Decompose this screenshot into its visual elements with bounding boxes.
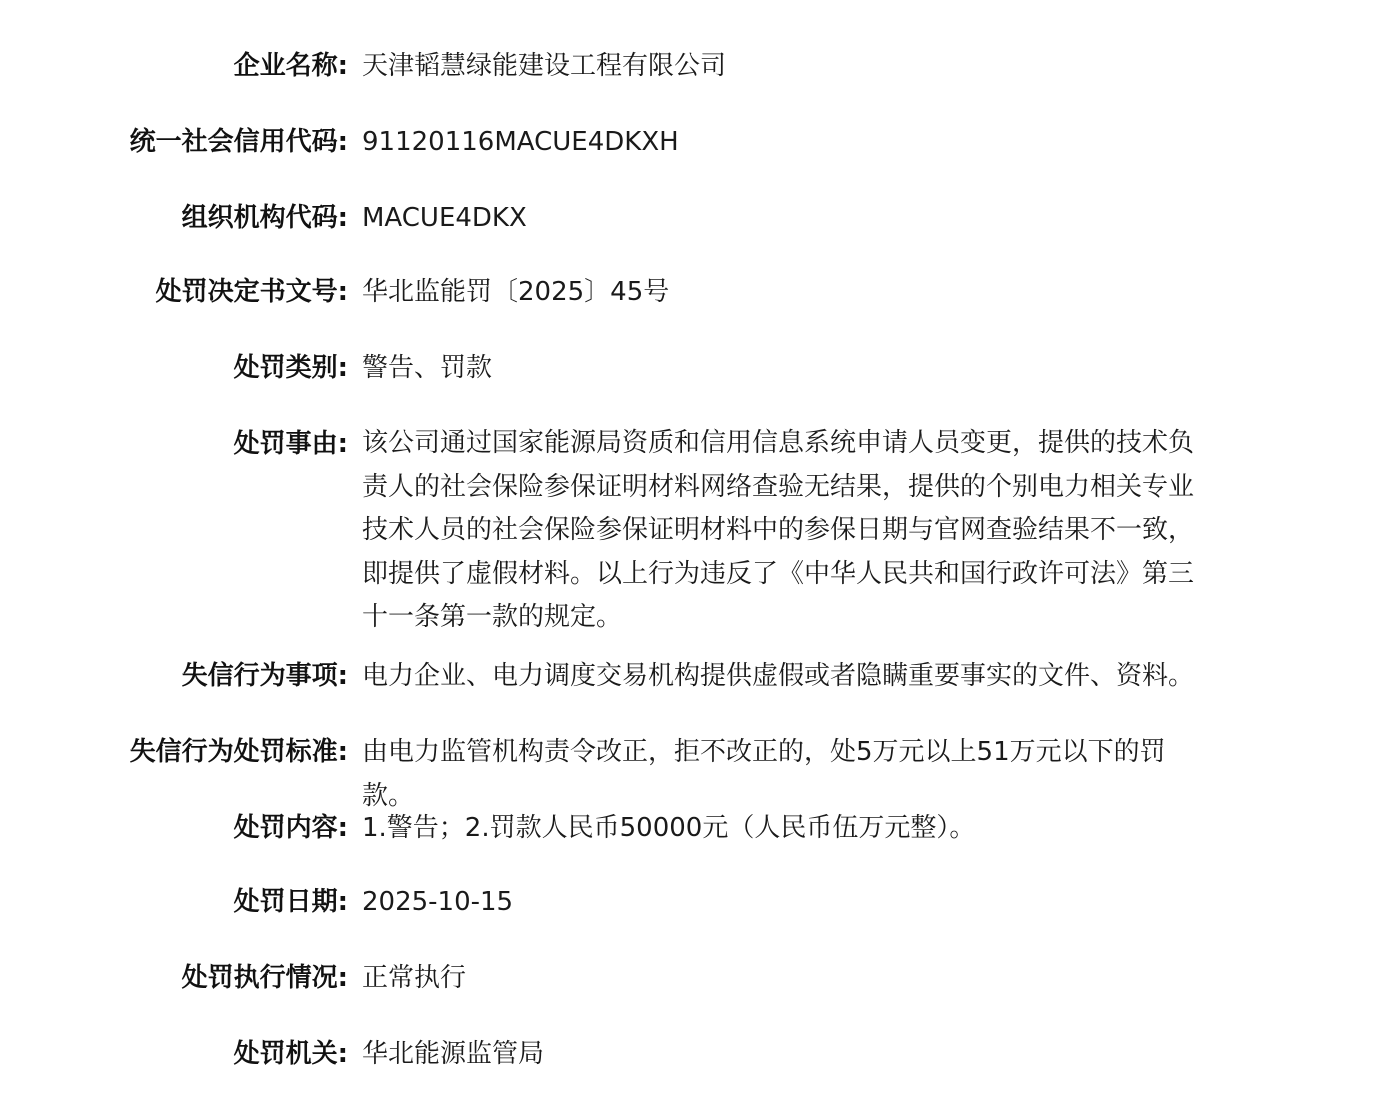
field-label: 处罚日期: bbox=[233, 887, 348, 917]
field-label: 处罚类别: bbox=[233, 353, 348, 383]
field-value: 2025-10-15 bbox=[362, 887, 514, 917]
field-value: 91120116MACUE4DKXH bbox=[362, 127, 679, 157]
field-value: 警告、罚款 bbox=[362, 353, 493, 383]
field-value: 华北能源监管局 bbox=[362, 1039, 545, 1069]
field-label: 处罚执行情况: bbox=[181, 963, 348, 993]
field-credit-code bbox=[0, 120, 1384, 164]
field-organization-code bbox=[0, 196, 1384, 240]
field-company-name bbox=[0, 44, 1384, 88]
field-label: 处罚事由: bbox=[233, 429, 348, 459]
field-value: 电力企业、电力调度交易机构提供虚假或者隐瞒重要事实的文件、资料。 bbox=[362, 661, 1195, 691]
field-penalty-reason bbox=[0, 422, 1384, 640]
field-value: MACUE4DKX bbox=[362, 203, 527, 233]
field-value: 由电力监管机构责令改正，拒不改正的，处5万元以上51万元以下的罚款。 bbox=[362, 737, 1166, 811]
field-label: 企业名称: bbox=[233, 51, 348, 81]
field-penalty-type bbox=[0, 346, 1384, 390]
field-penalty-authority bbox=[0, 1032, 1384, 1076]
field-value: 该公司通过国家能源局资质和信用信息系统申请人员变更，提供的技术负责人的社会保险参保证明材料网络查验无结果，提供的个别电力相关专业技术人员的社会保险参保证明材料中的参保日期与官网查验结果不一致，即提供了虚假材料。以上行为违反了《中华人民共和国行政许可法》第三十一条第一款的规定。 bbox=[362, 428, 1195, 632]
field-penalty-standard bbox=[0, 730, 1384, 818]
field-label: 失信行为处罚标准: bbox=[129, 737, 348, 767]
field-penalty-content bbox=[0, 806, 1384, 850]
field-label: 组织机构代码: bbox=[181, 203, 348, 233]
field-dishonest-behavior bbox=[0, 654, 1384, 698]
field-penalty-date bbox=[0, 880, 1384, 924]
field-label: 处罚决定书文号: bbox=[155, 277, 348, 307]
field-decision-number bbox=[0, 270, 1384, 314]
field-label: 处罚机关: bbox=[233, 1039, 348, 1069]
field-execution-status bbox=[0, 956, 1384, 1000]
field-label: 处罚内容: bbox=[233, 813, 348, 843]
field-label: 失信行为事项: bbox=[181, 661, 348, 691]
field-value: 正常执行 bbox=[362, 963, 467, 993]
field-value: 1.警告；2.罚款人民币50000元（人民币伍万元整）。 bbox=[362, 813, 976, 843]
field-value: 天津韬慧绿能建设工程有限公司 bbox=[362, 51, 727, 81]
field-label: 统一社会信用代码: bbox=[129, 127, 348, 157]
field-value: 华北监能罚〔2025〕45号 bbox=[362, 277, 670, 307]
